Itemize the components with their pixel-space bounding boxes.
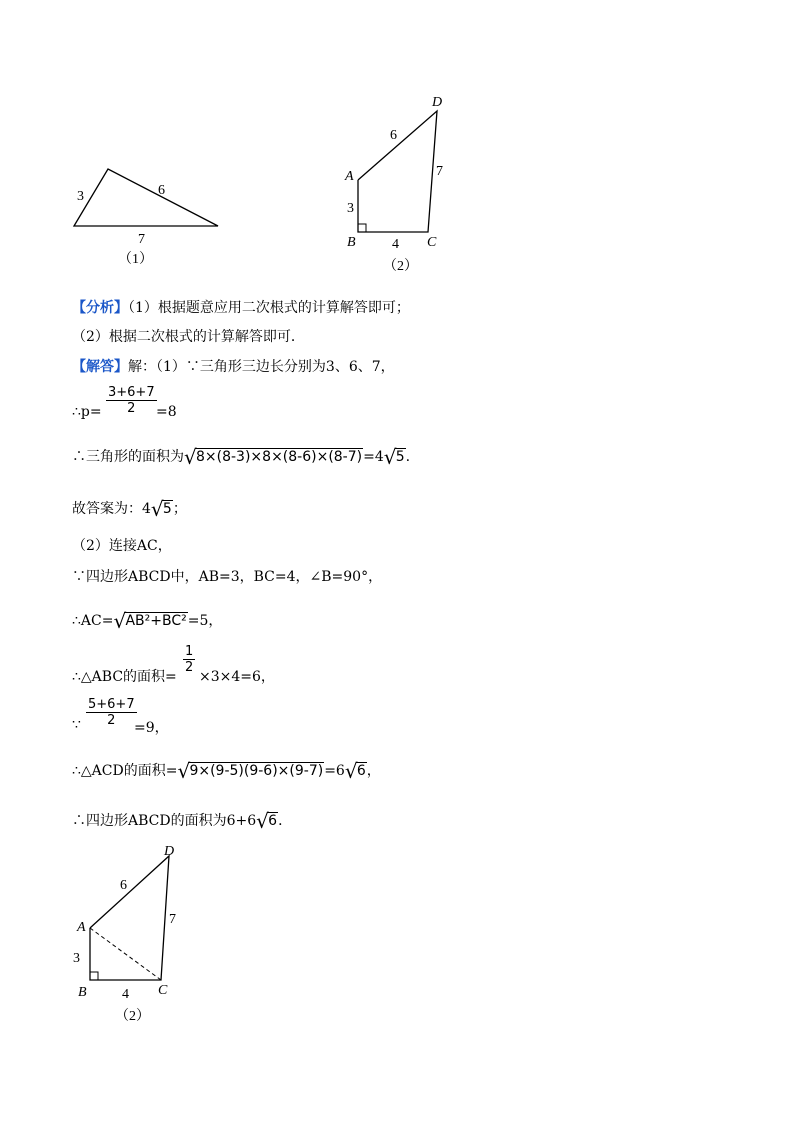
area1-result-sqrt: √ 5 xyxy=(383,445,405,469)
s-fraction xyxy=(86,697,137,728)
fig2-side-4: 4 xyxy=(392,237,399,252)
quadrilateral-figure-2 xyxy=(335,90,465,280)
final-prefix: ∴四边形ABCD的面积为6+6 xyxy=(72,813,257,829)
acd-radicand: 9×(9-5)(9-6)×(9-7) xyxy=(189,763,324,779)
final-line xyxy=(72,809,293,833)
fig2-label-d: D xyxy=(432,95,443,110)
area1-end: . xyxy=(405,449,411,465)
solution-line-1 xyxy=(72,356,395,376)
p-fraction xyxy=(106,385,157,416)
ac-prefix: ∴AC= xyxy=(72,613,114,629)
fig3-side-3: 3 xyxy=(73,951,80,966)
area1-radicand: 8×(8-3)×8×(8-6)×(8-7) xyxy=(196,449,363,465)
fig2-caption: （2） xyxy=(383,259,418,274)
fig3-label-d: D xyxy=(164,844,175,859)
analysis-line-1 xyxy=(72,297,410,317)
abc-fraction xyxy=(183,644,195,675)
final-sqrt: √ 6 xyxy=(256,809,278,833)
fig3-side-6: 6 xyxy=(120,878,127,893)
abc-numerator: 1 xyxy=(185,644,194,659)
abc-prefix: ∴△ABC的面积= xyxy=(72,669,177,685)
analysis-part1: （1）根据题意应用二次根式的计算解答即可； xyxy=(128,300,410,316)
area1-result-radicand: 5 xyxy=(395,449,405,465)
acd-result-sqrt: √ 6 xyxy=(344,759,366,783)
acd-end: ， xyxy=(366,763,381,779)
acd-eq: =6 xyxy=(324,763,345,779)
acd-line xyxy=(72,759,381,783)
fig2-label-b: B xyxy=(347,235,356,250)
answer-radicand: 5 xyxy=(162,501,172,517)
area1-line xyxy=(72,445,411,469)
p-result: =8 xyxy=(156,404,177,420)
p-prefix: ∴p= xyxy=(72,404,102,420)
ac-sqrt: √ AB²+BC² xyxy=(113,609,187,633)
fig1-caption: （1） xyxy=(118,252,153,267)
solution-intro: 解：（1）∵三角形三边长分别为3、6、7， xyxy=(128,359,395,375)
because-symbol: ∵ xyxy=(72,717,81,733)
area1-eq: =4 xyxy=(363,449,384,465)
area1-prefix: ∴三角形的面积为 xyxy=(72,449,184,465)
answer-sqrt: √ 5 xyxy=(150,497,172,521)
p-denominator: 2 xyxy=(127,401,136,416)
fig3-label-b: B xyxy=(78,985,87,1000)
final-end: ． xyxy=(278,813,293,829)
solution-tag: 【解答】 xyxy=(72,359,128,375)
answer-end: ； xyxy=(172,501,187,517)
answer-prefix: 故答案为：4 xyxy=(72,501,151,517)
fig1-side-3: 3 xyxy=(77,189,84,204)
area1-sqrt: √ 8×(8-3)×8×(8-6)×(8-7) xyxy=(184,445,363,469)
final-radicand: 6 xyxy=(268,813,278,829)
p-numerator: 3+6+7 xyxy=(108,385,155,400)
analysis-tag: 【分析】 xyxy=(72,300,128,316)
answer-line xyxy=(72,497,187,521)
ac-result: =5， xyxy=(187,613,223,629)
fig2-label-a: A xyxy=(345,169,354,184)
fig3-side-4: 4 xyxy=(122,987,129,1002)
part2-intro: （2）连接AC， xyxy=(72,538,172,554)
fig2-side-6: 6 xyxy=(390,128,397,143)
s-numerator: 5+6+7 xyxy=(88,697,135,712)
s-denominator: 2 xyxy=(107,713,116,728)
fig1-side-6: 6 xyxy=(158,183,165,198)
fig3-side-7: 7 xyxy=(169,912,176,927)
fig2-side-3: 3 xyxy=(347,201,354,216)
fig1-side-7: 7 xyxy=(138,232,145,247)
s-result: =9， xyxy=(134,720,169,736)
triangle-figure-1 xyxy=(60,160,240,270)
fig3-caption: （2） xyxy=(115,1009,150,1024)
given-line: ∵四边形ABCD中，AB=3，BC=4，∠B=90°， xyxy=(72,569,383,585)
abc-result: ×3×4=6， xyxy=(199,669,275,685)
ac-line xyxy=(72,609,223,633)
quadrilateral-figure-3 xyxy=(62,838,192,1028)
fig3-label-a: A xyxy=(77,920,86,935)
analysis-part2: （2）根据二次根式的计算解答即可． xyxy=(72,329,305,345)
ac-radicand: AB²+BC² xyxy=(125,613,187,629)
acd-result-radicand: 6 xyxy=(356,763,366,779)
fig2-side-7: 7 xyxy=(436,164,443,179)
acd-sqrt: √ 9×(9-5)(9-6)×(9-7) xyxy=(177,759,324,783)
fig2-label-c: C xyxy=(427,235,437,250)
fig3-label-c: C xyxy=(158,983,168,998)
acd-prefix: ∴△ACD的面积= xyxy=(72,763,178,779)
abc-denominator: 2 xyxy=(185,660,194,675)
